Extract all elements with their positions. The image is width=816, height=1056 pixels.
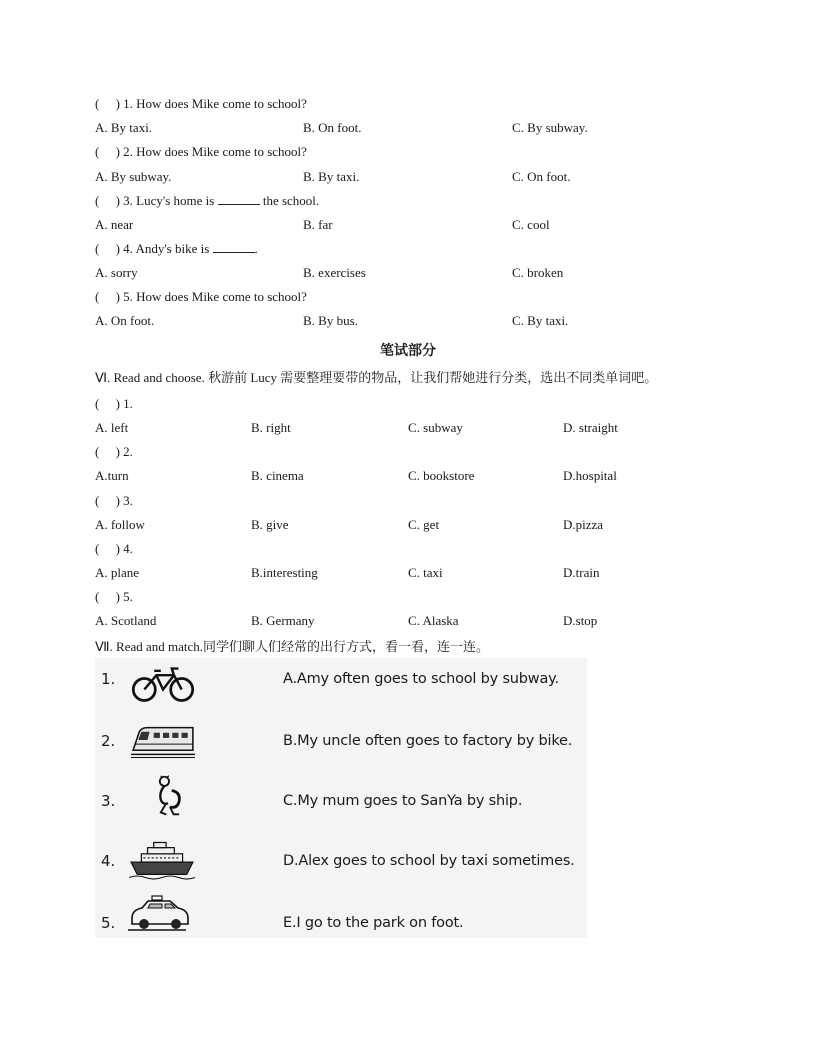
listening-options-1 bbox=[95, 120, 735, 136]
option-c: C. By taxi. bbox=[512, 313, 569, 328]
option-c: C. broken bbox=[512, 265, 564, 280]
choose-question-5: ( ) 5. bbox=[95, 589, 133, 604]
match-number: 3. bbox=[101, 792, 116, 810]
match-panel bbox=[95, 658, 587, 938]
choose-question-3: ( ) 3. bbox=[95, 493, 133, 508]
option-a: A. plane bbox=[95, 565, 140, 580]
option-a: A. By subway. bbox=[95, 169, 172, 184]
section-heading: 笔试部分 bbox=[380, 344, 436, 359]
match-number: 2. bbox=[101, 732, 116, 750]
choose-question-1: ( ) 1. bbox=[95, 396, 133, 411]
choose-options-3 bbox=[95, 517, 735, 533]
listening-options-2 bbox=[95, 169, 735, 185]
match-sentence: E.I go to the park on foot. bbox=[283, 915, 464, 931]
match-sentence: B.My uncle often goes to factory by bike. bbox=[283, 733, 573, 749]
option-a: A. left bbox=[95, 420, 129, 435]
option-c: C. get bbox=[408, 517, 440, 532]
choose-question-2: ( ) 2. bbox=[95, 444, 133, 459]
question-text: ( ) 4. Andy's bike is bbox=[95, 241, 210, 256]
listening-question-5: ( ) 5. How does Mike come to school? bbox=[95, 289, 307, 304]
match-sentence: D.Alex goes to school by taxi sometimes. bbox=[283, 853, 575, 869]
train-icon bbox=[129, 719, 197, 763]
match-number: 4. bbox=[101, 852, 116, 870]
listening-question-3 bbox=[95, 193, 319, 209]
answer-blank bbox=[213, 241, 255, 253]
question-text-end: the school. bbox=[262, 193, 320, 208]
choose-options-1 bbox=[95, 420, 735, 436]
listening-question-2: ( ) 2. How does Mike come to school? bbox=[95, 144, 307, 159]
match-row bbox=[95, 834, 587, 890]
option-a: A. On foot. bbox=[95, 313, 155, 328]
ship-icon bbox=[129, 838, 197, 882]
option-b: B. exercises bbox=[303, 265, 366, 280]
option-b: B. By taxi. bbox=[303, 169, 360, 184]
option-c: C. cool bbox=[512, 217, 550, 232]
option-b: B. give bbox=[251, 517, 289, 532]
match-number: 1. bbox=[101, 670, 116, 688]
answer-blank bbox=[218, 193, 260, 205]
match-row bbox=[95, 774, 587, 830]
option-c: C. subway bbox=[408, 420, 463, 435]
choose-question-4: ( ) 4. bbox=[95, 541, 133, 556]
option-b: B. cinema bbox=[251, 468, 304, 483]
question-text: ( ) 3. Lucy's home is bbox=[95, 193, 215, 208]
bicycle-icon bbox=[129, 662, 197, 706]
option-a: A.turn bbox=[95, 468, 129, 483]
option-d: D.stop bbox=[563, 613, 598, 628]
match-row bbox=[95, 658, 587, 714]
option-a: A. near bbox=[95, 217, 134, 232]
listening-question-1: ( ) 1. How does Mike come to school? bbox=[95, 96, 307, 111]
option-a: A. Scotland bbox=[95, 613, 157, 628]
option-b: B. By bus. bbox=[303, 313, 358, 328]
listening-question-4 bbox=[95, 241, 258, 257]
option-d: D.train bbox=[563, 565, 600, 580]
option-b: B. far bbox=[303, 217, 333, 232]
listening-options-4 bbox=[95, 265, 735, 281]
choose-options-4 bbox=[95, 565, 735, 581]
option-b: B. right bbox=[251, 420, 291, 435]
choose-options-5 bbox=[95, 613, 735, 629]
match-row bbox=[95, 717, 587, 773]
option-b: B. On foot. bbox=[303, 120, 362, 135]
option-a: A. follow bbox=[95, 517, 145, 532]
option-c: C. taxi bbox=[408, 565, 443, 580]
walking-person-icon bbox=[135, 774, 203, 818]
option-a: A. sorry bbox=[95, 265, 138, 280]
question-text-end: . bbox=[254, 241, 258, 256]
option-b: B.interesting bbox=[251, 565, 318, 580]
choose-options-2 bbox=[95, 468, 735, 484]
option-d: D.hospital bbox=[563, 468, 617, 483]
option-c: C. bookstore bbox=[408, 468, 475, 483]
match-number: 5. bbox=[101, 914, 116, 932]
match-row bbox=[95, 892, 587, 948]
match-sentence: C.My mum goes to SanYa by ship. bbox=[283, 793, 523, 809]
option-d: D. straight bbox=[563, 420, 618, 435]
section-6-title: Ⅵ. Read and choose. 秋游前 Lucy 需要整理要带的物品，让我们帮她进行分类，选出不同类单词吧。 bbox=[95, 370, 658, 385]
listening-options-5 bbox=[95, 313, 735, 329]
option-b: B. Germany bbox=[251, 613, 315, 628]
option-a: A. By taxi. bbox=[95, 120, 153, 135]
match-sentence: A.Amy often goes to school by subway. bbox=[283, 671, 559, 687]
option-c: C. Alaska bbox=[408, 613, 459, 628]
option-d: D.pizza bbox=[563, 517, 604, 532]
section-7-title: Ⅶ. Read and match.同学们聊人们经常的出行方式，看一看，连一连。 bbox=[95, 639, 490, 654]
listening-options-3 bbox=[95, 217, 735, 233]
taxi-icon bbox=[125, 892, 193, 936]
option-c: C. By subway. bbox=[512, 120, 588, 135]
option-c: C. On foot. bbox=[512, 169, 571, 184]
